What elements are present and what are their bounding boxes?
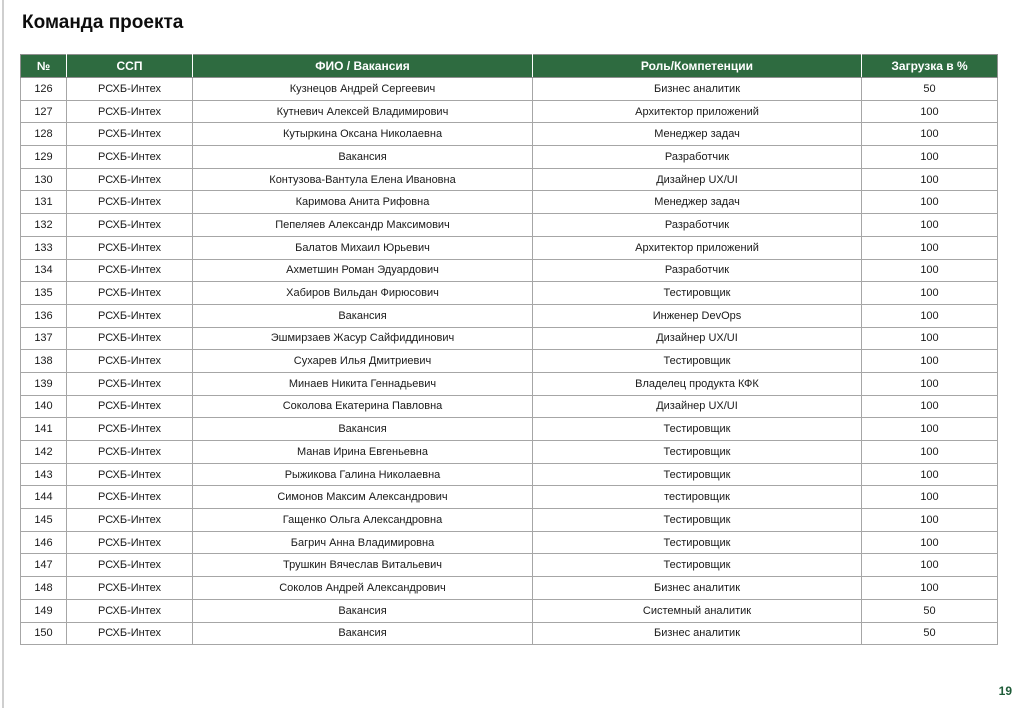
- table-cell: 50: [862, 622, 998, 645]
- table-cell: 100: [862, 418, 998, 441]
- table-row: [21, 168, 998, 191]
- table-cell: Разработчик: [533, 259, 862, 282]
- table-cell: 100: [862, 372, 998, 395]
- table-cell: Инженер DevOps: [533, 304, 862, 327]
- table-cell: 134: [21, 259, 67, 282]
- table-cell: 50: [862, 599, 998, 622]
- table-row: [21, 372, 998, 395]
- table-cell: Ахметшин Роман Эдуардович: [193, 259, 533, 282]
- table-cell: РСХБ-Интех: [67, 599, 193, 622]
- table-row: [21, 395, 998, 418]
- column-header-load: Загрузка в %: [862, 55, 998, 78]
- table-cell: Бизнес аналитик: [533, 78, 862, 101]
- table-cell: 100: [862, 304, 998, 327]
- column-header-ssp: ССП: [67, 55, 193, 78]
- table-cell: Вакансия: [193, 418, 533, 441]
- table-row: [21, 236, 998, 259]
- table-cell: Архитектор приложений: [533, 100, 862, 123]
- table-cell: 100: [862, 123, 998, 146]
- table-cell: 136: [21, 304, 67, 327]
- table-row: [21, 599, 998, 622]
- table-cell: Соколов Андрей Александрович: [193, 577, 533, 600]
- table-cell: Рыжикова Галина Николаевна: [193, 463, 533, 486]
- table-cell: 147: [21, 554, 67, 577]
- table-cell: Симонов Максим Александрович: [193, 486, 533, 509]
- table-cell: 142: [21, 441, 67, 464]
- table-cell: 100: [862, 554, 998, 577]
- table-cell: 100: [862, 509, 998, 532]
- column-header-role: Роль/Компетенции: [533, 55, 862, 78]
- table-cell: Вакансия: [193, 304, 533, 327]
- table-cell: Владелец продукта КФК: [533, 372, 862, 395]
- table-cell: 100: [862, 146, 998, 169]
- table-cell: Тестировщик: [533, 282, 862, 305]
- table-cell: РСХБ-Интех: [67, 236, 193, 259]
- table-cell: 138: [21, 350, 67, 373]
- table-cell: РСХБ-Интех: [67, 191, 193, 214]
- table-row: [21, 463, 998, 486]
- table-cell: РСХБ-Интех: [67, 304, 193, 327]
- table-cell: 139: [21, 372, 67, 395]
- table-row: [21, 191, 998, 214]
- table-cell: Бизнес аналитик: [533, 577, 862, 600]
- table-row: [21, 214, 998, 237]
- table-cell: 127: [21, 100, 67, 123]
- table-cell: 144: [21, 486, 67, 509]
- table-cell: Соколова Екатерина Павловна: [193, 395, 533, 418]
- table-cell: РСХБ-Интех: [67, 441, 193, 464]
- table-row: [21, 554, 998, 577]
- table-cell: Тестировщик: [533, 441, 862, 464]
- table-row: [21, 146, 998, 169]
- table-cell: 128: [21, 123, 67, 146]
- table-cell: Вакансия: [193, 146, 533, 169]
- table-cell: РСХБ-Интех: [67, 282, 193, 305]
- table-cell: РСХБ-Интех: [67, 577, 193, 600]
- table-cell: 129: [21, 146, 67, 169]
- table-cell: РСХБ-Интех: [67, 554, 193, 577]
- table-cell: Тестировщик: [533, 350, 862, 373]
- table-cell: 140: [21, 395, 67, 418]
- table-cell: 126: [21, 78, 67, 101]
- table-row: [21, 78, 998, 101]
- table-cell: Тестировщик: [533, 418, 862, 441]
- table-cell: Трушкин Вячеслав Витальевич: [193, 554, 533, 577]
- table-cell: РСХБ-Интех: [67, 463, 193, 486]
- table-cell: Багрич Анна Владимировна: [193, 531, 533, 554]
- table-cell: Менеджер задач: [533, 191, 862, 214]
- table-cell: тестировщик: [533, 486, 862, 509]
- table-row: [21, 282, 998, 305]
- table-cell: 143: [21, 463, 67, 486]
- table-cell: 131: [21, 191, 67, 214]
- table-row: [21, 327, 998, 350]
- table-cell: Пепеляев Александр Максимович: [193, 214, 533, 237]
- table-cell: 100: [862, 441, 998, 464]
- table-cell: 133: [21, 236, 67, 259]
- table-body: [21, 78, 998, 645]
- table-row: [21, 418, 998, 441]
- table-cell: Контузова-Вантула Елена Ивановна: [193, 168, 533, 191]
- table-cell: РСХБ-Интех: [67, 214, 193, 237]
- page-number: 19: [998, 684, 1012, 698]
- table-cell: 100: [862, 191, 998, 214]
- project-team-table: [20, 54, 998, 645]
- table-row: [21, 622, 998, 645]
- table-cell: Кутневич Алексей Владимирович: [193, 100, 533, 123]
- table-cell: РСХБ-Интех: [67, 372, 193, 395]
- table-cell: РСХБ-Интех: [67, 327, 193, 350]
- table-row: [21, 486, 998, 509]
- table-row: [21, 304, 998, 327]
- table-row: [21, 100, 998, 123]
- table-cell: РСХБ-Интех: [67, 509, 193, 532]
- table-cell: 100: [862, 282, 998, 305]
- table-cell: Эшмирзаев Жасур Сайфиддинович: [193, 327, 533, 350]
- table-cell: 100: [862, 259, 998, 282]
- table-cell: 130: [21, 168, 67, 191]
- table-cell: Дизайнер UX/UI: [533, 327, 862, 350]
- table-cell: 100: [862, 168, 998, 191]
- table-cell: РСХБ-Интех: [67, 100, 193, 123]
- table-cell: 150: [21, 622, 67, 645]
- table-cell: РСХБ-Интех: [67, 622, 193, 645]
- table-cell: РСХБ-Интех: [67, 78, 193, 101]
- table-cell: Разработчик: [533, 146, 862, 169]
- table-row: [21, 441, 998, 464]
- table-cell: РСХБ-Интех: [67, 418, 193, 441]
- table-cell: Хабиров Вильдан Фирюсович: [193, 282, 533, 305]
- table-cell: 141: [21, 418, 67, 441]
- table-cell: Вакансия: [193, 622, 533, 645]
- table-cell: Дизайнер UX/UI: [533, 168, 862, 191]
- table-cell: РСХБ-Интех: [67, 146, 193, 169]
- table-cell: 137: [21, 327, 67, 350]
- table-cell: РСХБ-Интех: [67, 259, 193, 282]
- table-cell: Каримова Анита Рифовна: [193, 191, 533, 214]
- column-header-fio: ФИО / Вакансия: [193, 55, 533, 78]
- table-row: [21, 509, 998, 532]
- column-header-number: №: [21, 55, 67, 78]
- table-cell: Тестировщик: [533, 554, 862, 577]
- table-cell: Кузнецов Андрей Сергеевич: [193, 78, 533, 101]
- table-row: [21, 259, 998, 282]
- slide-edge-line: [2, 0, 4, 708]
- table-cell: 50: [862, 78, 998, 101]
- table-cell: 135: [21, 282, 67, 305]
- table-cell: Кутыркина Оксана Николаевна: [193, 123, 533, 146]
- table-cell: Бизнес аналитик: [533, 622, 862, 645]
- table-cell: Дизайнер UX/UI: [533, 395, 862, 418]
- table-cell: РСХБ-Интех: [67, 486, 193, 509]
- table-cell: 100: [862, 100, 998, 123]
- table-cell: 149: [21, 599, 67, 622]
- table-cell: Менеджер задач: [533, 123, 862, 146]
- table-cell: 100: [862, 577, 998, 600]
- table-cell: 132: [21, 214, 67, 237]
- table-cell: 100: [862, 214, 998, 237]
- table-cell: 100: [862, 350, 998, 373]
- table-cell: Гащенко Ольга Александровна: [193, 509, 533, 532]
- table-cell: 100: [862, 236, 998, 259]
- table-cell: 100: [862, 463, 998, 486]
- table-cell: Тестировщик: [533, 531, 862, 554]
- table-cell: Минаев Никита Геннадьевич: [193, 372, 533, 395]
- table-cell: 100: [862, 395, 998, 418]
- table-row: [21, 531, 998, 554]
- table-cell: Тестировщик: [533, 509, 862, 532]
- table-cell: РСХБ-Интех: [67, 168, 193, 191]
- table-cell: 146: [21, 531, 67, 554]
- table-cell: Вакансия: [193, 599, 533, 622]
- table-cell: РСХБ-Интех: [67, 531, 193, 554]
- table-cell: 100: [862, 327, 998, 350]
- table-cell: Архитектор приложений: [533, 236, 862, 259]
- table-cell: Разработчик: [533, 214, 862, 237]
- table-cell: Тестировщик: [533, 463, 862, 486]
- table-row: [21, 123, 998, 146]
- table-row: [21, 350, 998, 373]
- table-cell: РСХБ-Интех: [67, 350, 193, 373]
- table-cell: Манав Ирина Евгеньевна: [193, 441, 533, 464]
- table-cell: Балатов Михаил Юрьевич: [193, 236, 533, 259]
- table-cell: РСХБ-Интех: [67, 123, 193, 146]
- page-title: Команда проекта: [22, 12, 184, 33]
- table-row: [21, 577, 998, 600]
- table-cell: 100: [862, 531, 998, 554]
- table-cell: Системный аналитик: [533, 599, 862, 622]
- table-cell: 148: [21, 577, 67, 600]
- table-cell: 145: [21, 509, 67, 532]
- table-cell: 100: [862, 486, 998, 509]
- table-cell: РСХБ-Интех: [67, 395, 193, 418]
- table-cell: Сухарев Илья Дмитриевич: [193, 350, 533, 373]
- table-header-row: [21, 55, 998, 78]
